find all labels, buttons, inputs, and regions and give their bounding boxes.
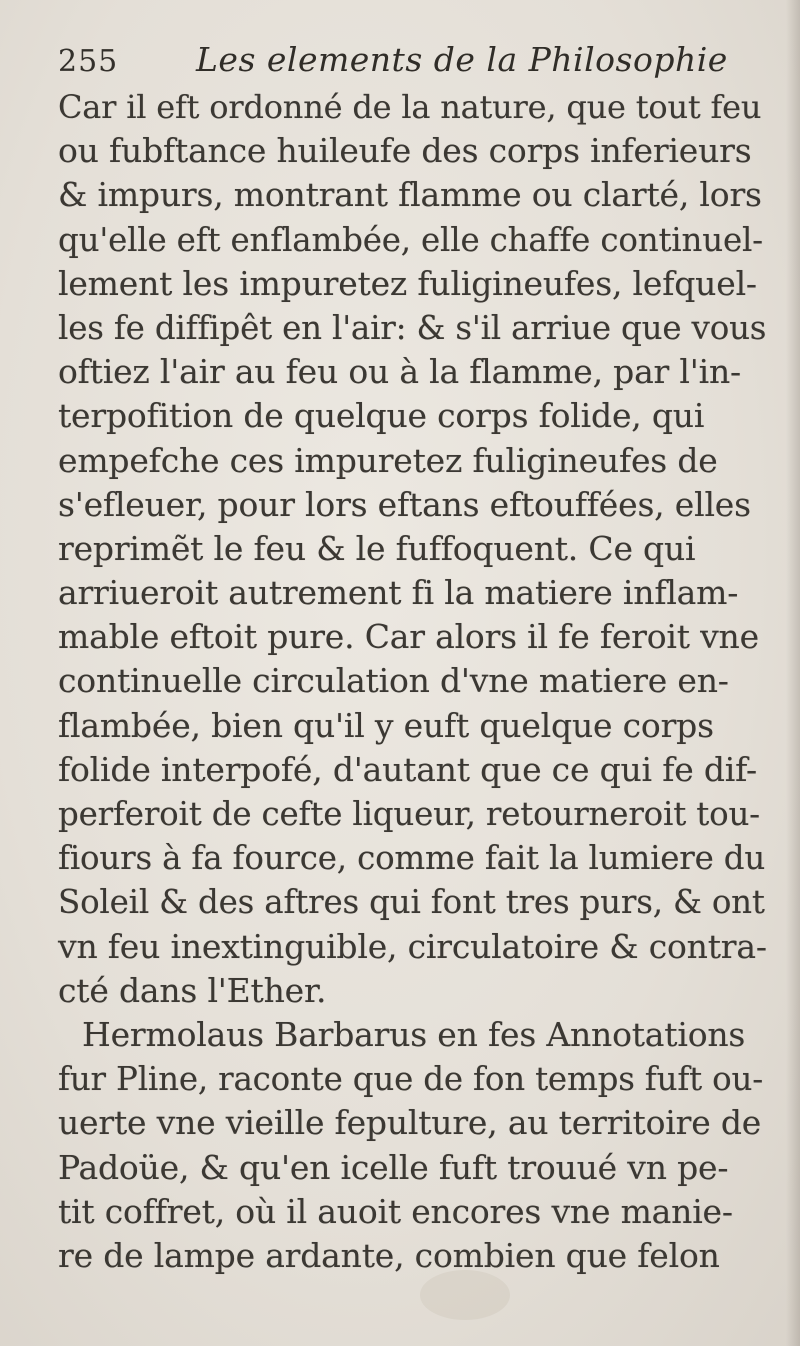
text-line: vn feu inextinguible, circulatoire & contra-	[58, 926, 767, 966]
text-line: continuelle circulation d'vne matiere en-	[58, 661, 729, 701]
text-line: lement les impuretez fuligineufes, lefquel-	[58, 263, 757, 303]
text-line: fur Pline, raconte que de fon temps fuft ou-	[58, 1060, 764, 1099]
text-line: tit coffret, où il auoit encores vne manie-	[58, 1191, 733, 1231]
text-line: arriueroit autrement fi la matiere inflam-	[58, 573, 739, 613]
text-line: les fe diffipêt en l'air: & s'il arriue que vous	[58, 308, 767, 347]
text-line: ou fubftance huileufe des corps inferieurs	[58, 131, 752, 171]
text-line: Padoüe, & qu'en icelle fuft trouué vn pe-	[58, 1147, 729, 1187]
running-title: Les elements de la Philosophie	[196, 40, 728, 79]
text-line: & impurs, montrant flamme ou clarté, lors	[58, 175, 762, 215]
text-line: Car il eft ordonné de la nature, que tout feu	[58, 88, 762, 126]
text-line: re de lampe ardante, combien que felon	[58, 1235, 720, 1275]
body-text	[58, 85, 770, 1278]
text-line: fiours à fa fource, comme fait la lumiere du	[58, 839, 766, 878]
text-line: perferoit de cefte liqueur, retourneroit tou-	[58, 795, 760, 833]
text-line: folide interpofé, d'autant que ce qui fe dif-	[58, 749, 757, 789]
text-line: s'efleuer, pour lors eftans eftouffées, elles	[58, 484, 751, 524]
running-head	[58, 40, 758, 90]
text-line: terpofition de quelque corps folide, qui	[58, 396, 705, 436]
text-line: uerte vne vieille fepulture, au territoire de	[58, 1103, 762, 1143]
text-line: empefche ces impuretez fuligineufes de	[58, 440, 718, 480]
text-line: cté dans l'Ether.	[58, 970, 327, 1010]
text-line: qu'elle eft enflambée, elle chaffe continuel-	[58, 220, 763, 259]
paragraph-start-line: Hermolaus Barbarus en fes Annotations	[82, 1014, 746, 1054]
text-line: reprimẽt le feu & le fuffoquent. Ce qui	[58, 528, 696, 568]
text-line: oftiez l'air au feu ou à la flamme, par l'in-	[58, 352, 742, 392]
page-edge-shadow	[786, 0, 800, 1346]
text-line: flambée, bien qu'il y euft quelque corps	[58, 705, 714, 745]
page-number: 255	[58, 44, 119, 79]
text-line: Soleil & des aftres qui font tres purs, & ont	[58, 883, 765, 922]
text-line: mable eftoit pure. Car alors il fe feroit vne	[58, 617, 759, 657]
